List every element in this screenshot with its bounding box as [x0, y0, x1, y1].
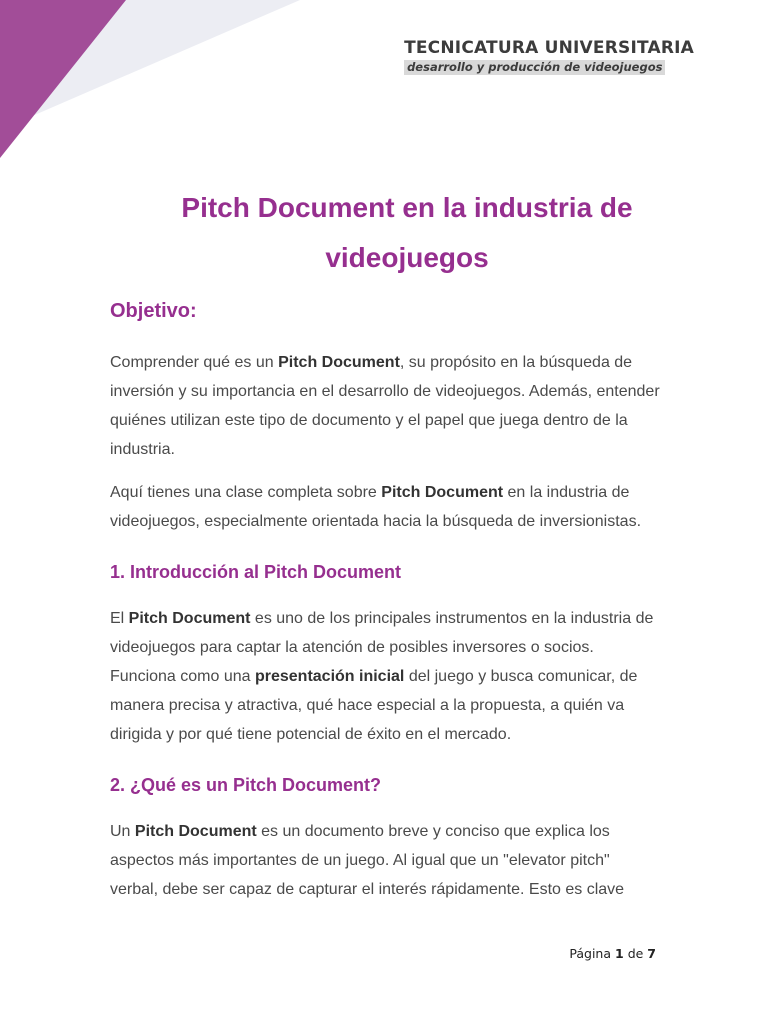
objective-heading: Objetivo: [110, 300, 197, 322]
corner-decoration [0, 0, 300, 160]
logo-title: TECNICATURA UNIVERSITARIA [404, 38, 694, 58]
section-1-paragraph: El Pitch Document es uno de los principales instrumentos en la industria de videojuegos para captar la atención de posibles inversores o socios. Funciona como una presentación inicial del juego y busca comunicar, de manera precisa y atractiva, qué hace especial a la propuesta, a quién va dirigida y por qué tiene potencial de éxito en el mercado. [110, 610, 654, 743]
document-body [110, 296, 660, 918]
section-1-heading: 1. Introducción al Pitch Document [110, 562, 402, 582]
section-2-paragraph: Un Pitch Document es un documento breve y conciso que explica los aspectos más importantes de un juego. Al igual que un "elevator pitch" verbal, debe ser capaz de capturar el interés rápidamente. Esto es clave [110, 823, 625, 898]
objective-paragraph-1: Comprender qué es un Pitch Document, su propósito en la búsqueda de inversión y su importancia en el desarrollo de videojuegos. Además, entender quiénes utilizan este tipo de documento y el papel que juega dentro de la industria. [110, 354, 660, 458]
page-number: Página 1 de 7 [569, 946, 656, 961]
logo-subtitle: desarrollo y producción de videojuegos [404, 60, 665, 75]
university-logo [404, 38, 694, 76]
section-2-heading: 2. ¿Qué es un Pitch Document? [110, 775, 382, 795]
page-title: Pitch Document en la industria de videojuegos [181, 192, 633, 273]
objective-paragraph-2: Aquí tienes una clase completa sobre Pitch Document en la industria de videojuegos, especialmente orientada hacia la búsqueda de inversionistas. [110, 484, 642, 530]
